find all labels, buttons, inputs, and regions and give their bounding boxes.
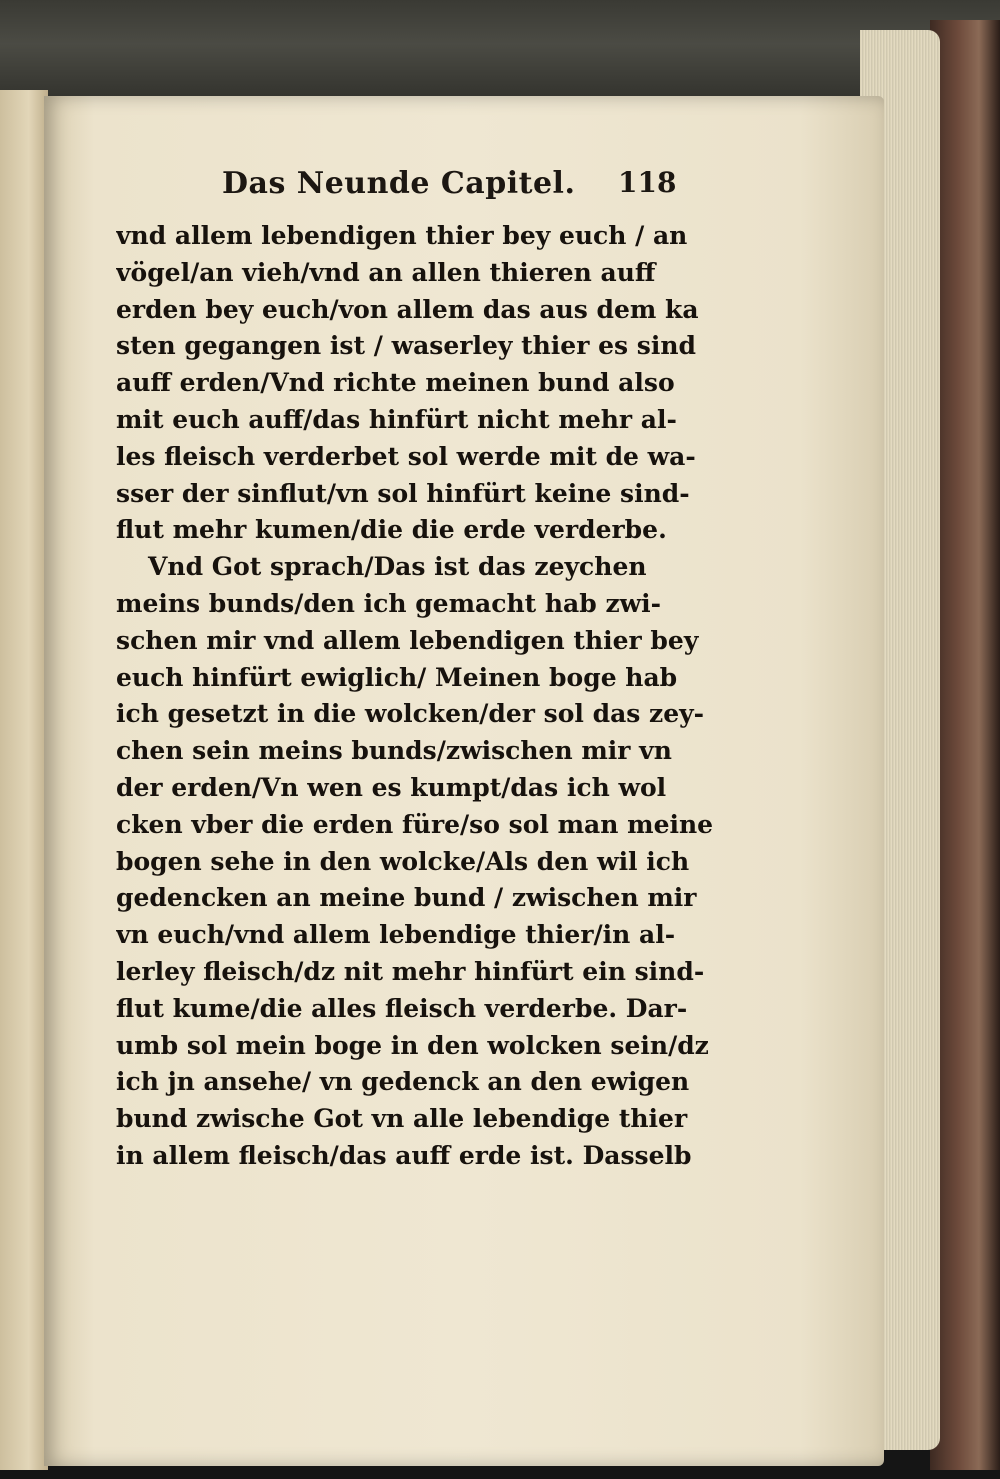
text-line: vn euch/vnd allem lebendige thier/in al- [116,920,676,950]
right-page [44,96,884,1466]
text-line: schen mir vnd allem lebendigen thier bey [116,625,699,655]
page-number: 118 [618,166,677,199]
text-line: flut kume/die alles fleisch verderbe. Dar- [116,993,688,1023]
book-board-right [930,20,1000,1470]
text-line: der erden/Vn wen es kumpt/das ich wol [116,772,667,802]
text-line: ich gesetzt in die wolcken/der sol das zey- [116,699,705,729]
text-line: bund zwische Got vn alle lebendige thier [116,1104,688,1134]
text-line: mit euch auff/das hinfürt nicht mehr al- [116,404,677,434]
text-line: sten gegangen ist / waserley thier es sind [116,331,696,361]
text-line: chen sein meins bunds/zwischen mir vn [116,736,672,766]
text-line: gedencken an meine bund / zwischen mir [116,883,697,913]
text-line: erden bey euch/von allem das aus dem ka [116,294,699,324]
text-line: meins bunds/den ich gemacht hab zwi- [116,588,662,618]
text-line: les fleisch verderbet sol werde mit de wa- [116,441,696,471]
text-line: sser der sinflut/vn sol hinfürt keine sind- [116,478,690,508]
running-head: Das Neunde Capitel. [222,166,576,201]
text-line: vögel/an vieh/vnd an allen thieren auff [116,257,656,287]
text-block [116,218,726,1175]
text-line: bogen sehe in den wolcke/Als den wil ich [116,846,690,876]
page-header [44,166,884,210]
text-line: lerley fleisch/dz nit mehr hinfürt ein sind- [116,956,705,986]
text-line: euch hinfürt ewiglich/ Meinen boge hab [116,662,678,692]
book-cover-top [0,0,1000,110]
text-line: auff erden/Vnd richte meinen bund also [116,368,675,398]
left-page-edge [0,90,48,1470]
text-line: ich jn ansehe/ vn gedenck an den ewigen [116,1067,690,1097]
text-line: cken vber die erden füre/so sol man meine [116,809,714,839]
text-line: vnd allem lebendigen thier bey euch / an [116,221,688,250]
text-line: in allem fleisch/das auff erde ist. Dasselb [116,1140,692,1170]
text-line: flut mehr kumen/die die erde verderbe. [116,515,667,545]
paragraph-start-line: Vnd Got sprach/Das ist das zeychen [148,552,647,582]
text-line: umb sol mein boge in den wolcken sein/dz [116,1030,709,1060]
